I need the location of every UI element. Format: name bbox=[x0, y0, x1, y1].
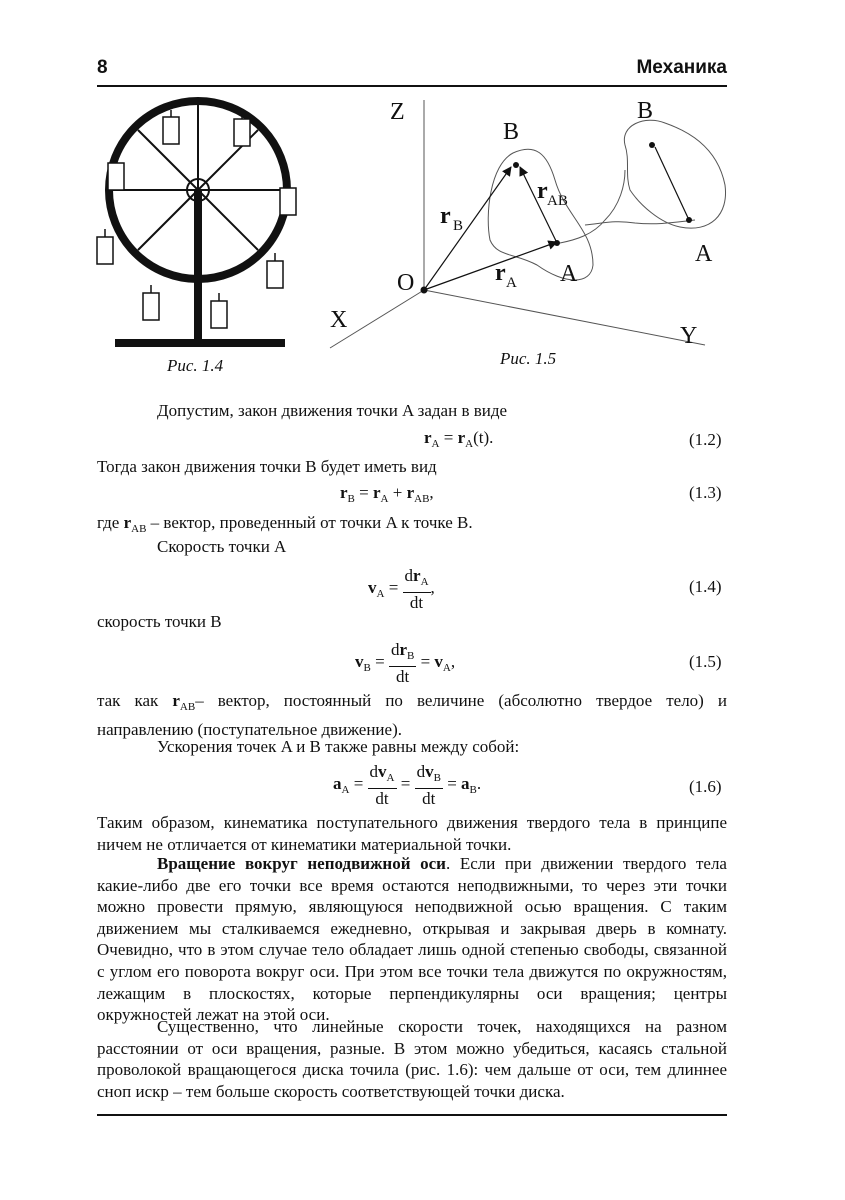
figure-caption-1-4: Рис. 1.4 bbox=[167, 356, 224, 375]
section-term: Вращение вокруг неподвижной оси bbox=[157, 854, 446, 873]
translational-motion-figure bbox=[325, 95, 735, 357]
paragraph-1: Допустим, закон движения точки A задан в виде bbox=[157, 401, 508, 420]
label-a-final: A bbox=[695, 241, 713, 267]
equation-number-1-6: (1.6) bbox=[689, 777, 722, 796]
vector-rab-final bbox=[655, 147, 689, 220]
paragraph-4: Скорость точки A bbox=[157, 537, 287, 556]
label-z: Z bbox=[390, 99, 405, 125]
paragraph-5: скорость точки B bbox=[97, 612, 222, 631]
page-number: 8 bbox=[97, 57, 108, 78]
label-rab-sub: AB bbox=[547, 193, 568, 209]
y-axis bbox=[424, 290, 705, 345]
label-ra-sub: A bbox=[506, 275, 517, 291]
paragraph-6: так как $r_{AB}-$ вектор, постоянный по величине (абсолютно твердое тело) и направлению (поступательное движение). bbox=[97, 691, 728, 739]
equation-number-1-4: (1.4) bbox=[689, 577, 722, 596]
label-rb: r bbox=[440, 203, 451, 229]
label-rb-sub: B bbox=[453, 218, 464, 234]
equation-number-1-5: (1.5) bbox=[689, 652, 722, 671]
equation-1-6: $a_A$ = $\frac{dv_A}{dt}$ = $\frac{dv_B}{dt}$ = $a_B$. bbox=[333, 762, 482, 808]
equation-1-4: $v_A$ = $\frac{dr_A}{dt}$ , bbox=[368, 566, 435, 612]
label-rab: r bbox=[537, 178, 548, 204]
origin-point bbox=[421, 287, 428, 294]
paragraph-8: Таким образом, кинематика поступательного движения твердого тела в принципе ничем не отличается от кинематики материальной точки. bbox=[97, 813, 727, 854]
vector-ra bbox=[424, 242, 557, 290]
label-y: Y bbox=[680, 323, 698, 349]
paragraph-2: Тогда закон движения точки B будет иметь вид bbox=[97, 457, 437, 476]
equation-1-3: $r_B = r_A + r_{AB}$, bbox=[340, 483, 434, 505]
paragraph-9: Вращение вокруг неподвижной оси. Если при движении твердого тела какие-либо две его точки все время остаются неподвижными, то через эти точки можно провести прямую, являющуюся неподвижной осью вращения. С таким движением мы сталкиваемся ежедневно, открывая и закрывая дверь в комнату. Очевидно, что в этом случае тело обладает лишь одной степенью свободы, связанной с углом его поворота вокруг оси. При этом все точки тела движутся по окружностям, лежащим в плоскостях, которые перпендикулярны оси вращения; центры окружностей лежат на этой оси. bbox=[97, 854, 727, 1025]
running-title: Механика bbox=[636, 57, 727, 78]
paragraph-3: где $r_{AB}$ – вектор, проведенный от точки A к точке B. bbox=[97, 513, 473, 535]
footer-rule bbox=[97, 1114, 727, 1116]
label-a-initial: A bbox=[560, 261, 578, 287]
body-final-outline bbox=[624, 120, 725, 228]
paragraph-7: Ускорения точек A и B также равны между собой: bbox=[157, 737, 520, 756]
equation-number-1-3: (1.3) bbox=[689, 483, 722, 502]
point-a-final bbox=[686, 217, 692, 223]
equation-1-2: $r_A = r_A(t)$. bbox=[424, 428, 494, 450]
label-b-final: B bbox=[637, 98, 654, 124]
running-header bbox=[97, 57, 727, 85]
paragraph-10: Существенно, что линейные скорости точек, находящихся на разном расстоянии от оси вращения, разные. В этом можно убедиться, касаясь стальной проволокой вращающегося диска точила (рис. 1.6): чем дальше от оси, тем длиннее сноп искр – тем больше скорость соответствующей точки диска. bbox=[97, 1017, 727, 1101]
equation-number-1-2: (1.2) bbox=[689, 430, 722, 449]
point-b-final bbox=[649, 142, 655, 148]
label-o: O bbox=[397, 270, 415, 296]
figure-caption-1-5: Рис. 1.5 bbox=[500, 349, 557, 368]
label-x: X bbox=[330, 307, 348, 333]
point-b-initial bbox=[513, 162, 519, 168]
equation-1-5: $v_B$ = $\frac{dr_B}{dt}$ = $v_A$, bbox=[355, 640, 456, 686]
label-ra: r bbox=[495, 260, 506, 286]
trajectory-a bbox=[560, 170, 625, 243]
label-b-initial: B bbox=[503, 119, 520, 145]
ferris-wheel-figure bbox=[95, 95, 315, 350]
header-rule bbox=[97, 85, 727, 87]
point-a-initial bbox=[554, 240, 560, 246]
